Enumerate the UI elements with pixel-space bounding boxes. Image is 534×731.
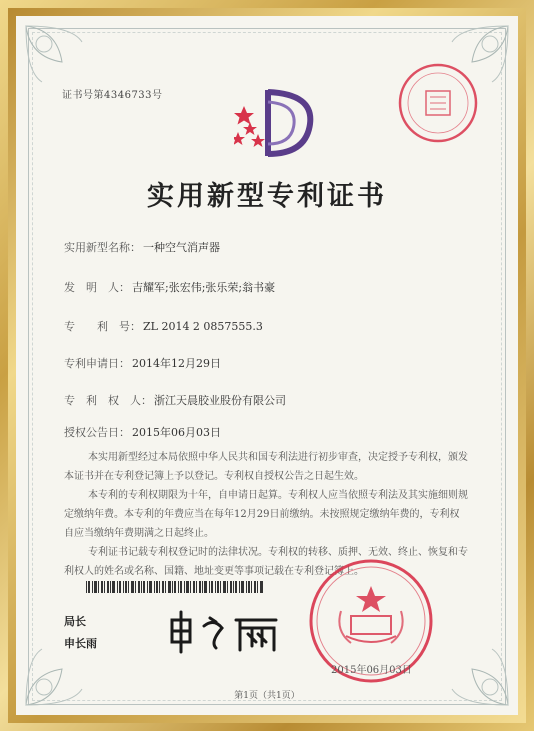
inventor-label: 发 明 人： [64, 281, 130, 294]
barcode-icon [86, 581, 266, 593]
filing-date-label: 专利申请日： [64, 357, 130, 370]
paragraph-records: 专利证书记载专利权登记时的法律状况。专利权的转移、质押、无效、终止、恢复和专利权人的姓名或名称、国籍、地址变更等事项记载在专利登记簿上。 [64, 547, 468, 577]
patent-number-row [64, 318, 263, 334]
filing-date-row [64, 355, 221, 371]
certificate-number: 证书号第4346733号 [62, 90, 163, 101]
utility-model-name-label: 实用新型名称： [64, 241, 141, 254]
patentee-row [64, 392, 286, 408]
certificate-paper [16, 16, 518, 715]
paragraph-term: 本专利的专利权期限为十年，自申请日起算。专利权人应当依照专利法及其实施细则规定缴纳年费。本专利的年费应当在每年12月29日前缴纳。未按照规定缴纳年费的，专利权自应当缴纳年费期满之日起终止。 [64, 490, 468, 539]
small-red-seal-icon [396, 61, 480, 145]
utility-model-name: 一种空气消声器 [143, 241, 220, 254]
patent-number-label: 专 利 号： [64, 320, 141, 333]
director-name: 申长雨 [64, 637, 97, 650]
grant-date: 2015年06月03日 [132, 426, 221, 439]
inventors: 吉耀军;张宏伟;张乐荣;翁书豪 [132, 281, 276, 294]
page-number: 第1页（共1页） [234, 691, 300, 701]
grant-date-label: 授权公告日： [64, 426, 130, 439]
grant-date-row [64, 424, 221, 440]
seal-date: 2015年06月03日 [331, 665, 412, 676]
paragraph-grant: 本实用新型经过本局依照中华人民共和国专利法进行初步审查，决定授予专利权，颁发本证书并在专利登记簿上予以登记。专利权自授权公告之日起生效。 [64, 452, 468, 482]
filing-date: 2014年12月29日 [132, 357, 221, 370]
corner-ornament-icon [22, 22, 92, 92]
patentee: 浙江天晨胶业股份有限公司 [154, 394, 286, 407]
director-title: 局长 [64, 615, 86, 628]
patentee-label: 专 利 权 人： [64, 394, 152, 407]
patent-number: ZL 2014 2 0857555.3 [143, 320, 263, 333]
patent-office-logo-icon [234, 84, 318, 160]
utility-model-name-row [64, 239, 220, 255]
certificate-title: 实用新型专利证书 [147, 181, 387, 212]
inventor-row [64, 279, 275, 295]
handwritten-signature-icon [166, 606, 296, 656]
